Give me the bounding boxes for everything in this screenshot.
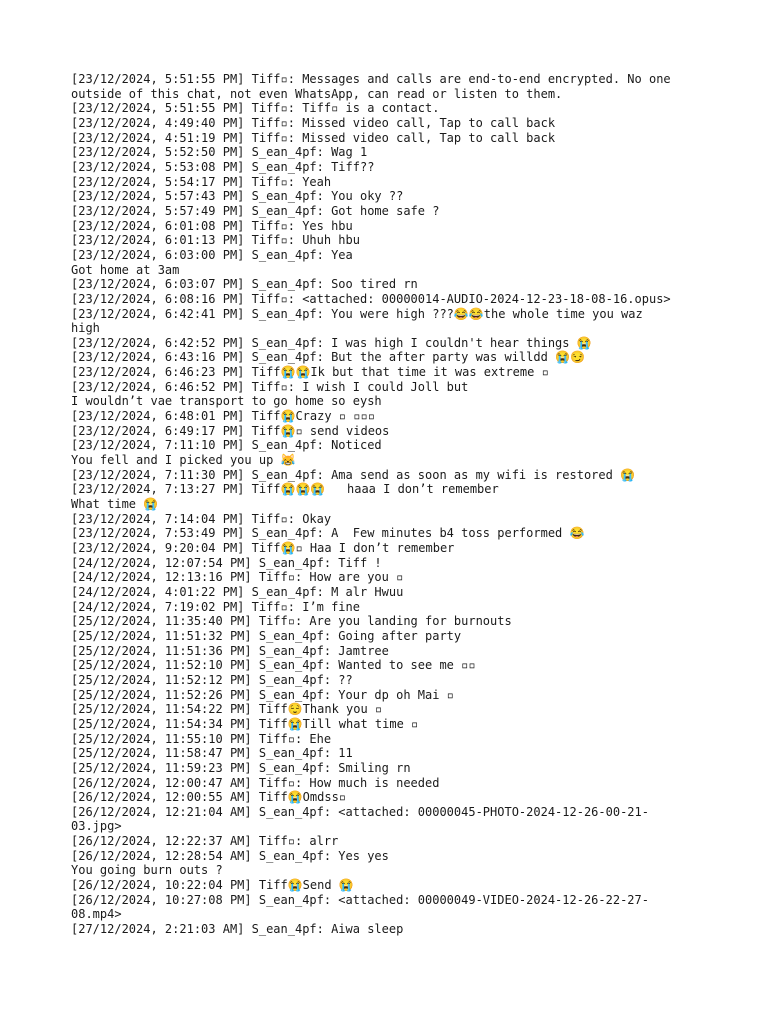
- transcript-line: [25/12/2024, 11:54:34 PM] Tiff😭Till what time ▫: [71, 716, 419, 731]
- transcript-line: [23/12/2024, 9:20:04 PM] Tiff😭▫ Haa I don’t remember: [71, 541, 455, 555]
- transcript-line: [23/12/2024, 7:14:04 PM] Tiff▫: Okay: [71, 511, 332, 526]
- transcript-line: [26/12/2024, 10:22:04 PM] Tiff😭Send 😭: [71, 878, 354, 893]
- transcript-line: [25/12/2024, 11:51:32 PM] S_ean_4pf: Going after party: [71, 628, 462, 643]
- transcript-line: I wouldn’t vae transport to go home so eysh: [71, 394, 382, 409]
- transcript-line: [23/12/2024, 6:03:00 PM] S_ean_4pf: Yea: [71, 247, 353, 262]
- transcript-line: [25/12/2024, 11:52:26 PM] S_ean_4pf: Your dp oh Mai ▫: [71, 687, 454, 702]
- transcript-line: [23/12/2024, 7:53:49 PM] S_ean_4pf: A Few minutes b4 toss performed 😂: [71, 526, 585, 541]
- transcript-line: [23/12/2024, 7:11:10 PM] S_ean_4pf: Noticed: [71, 438, 382, 453]
- transcript-line: [23/12/2024, 4:51:19 PM] Tiff▫: Missed video call, Tap to call back: [71, 130, 556, 145]
- transcript-line: Got home at 3am: [71, 262, 180, 277]
- transcript-line: [23/12/2024, 6:46:52 PM] Tiff▫: I wish I could Joll but: [71, 379, 469, 394]
- transcript-line: [23/12/2024, 6:42:52 PM] S_ean_4pf: I was high I couldn't hear things 😭: [71, 335, 592, 350]
- transcript-line: [26/12/2024, 10:27:08 PM] S_ean_4pf: <attached: 00000049-VIDEO-2024-12-26-22-27-: [71, 892, 649, 907]
- transcript-line: [23/12/2024, 6:46:23 PM] Tiff😭😭Ik but that time it was extreme ▫: [71, 365, 549, 380]
- transcript-line: [24/12/2024, 4:01:22 PM] S_ean_4pf: M alr Hwuu: [71, 584, 404, 599]
- transcript-line: What time 😭: [71, 497, 159, 512]
- transcript-line: [25/12/2024, 11:54:22 PM] Tiff😌Thank you ▫: [71, 702, 383, 717]
- transcript-line: [24/12/2024, 7:19:02 PM] Tiff▫: I’m fine: [71, 599, 360, 614]
- transcript-line: [23/12/2024, 6:08:16 PM] Tiff▫: <attached: 00000014-AUDIO-2024-12-23-18-08-16.opus>: [71, 291, 671, 306]
- transcript-line: outside of this chat, not even WhatsApp, can read or listen to them.: [71, 86, 563, 101]
- transcript-line: [23/12/2024, 5:57:43 PM] S_ean_4pf: You oky ??: [71, 189, 404, 204]
- transcript-line: [24/12/2024, 12:07:54 PM] S_ean_4pf: Tiff !: [71, 555, 382, 570]
- transcript-line: [23/12/2024, 5:53:08 PM] S_ean_4pf: Tiff??: [71, 159, 375, 174]
- transcript-line: [25/12/2024, 11:59:23 PM] S_ean_4pf: Smiling rn: [71, 760, 411, 775]
- transcript-line: [23/12/2024, 6:42:41 PM] S_ean_4pf: You were high ???😂😂the whole time you waz: [71, 306, 643, 321]
- transcript-line: [26/12/2024, 12:28:54 AM] S_ean_4pf: Yes yes: [71, 848, 389, 863]
- transcript-line: [25/12/2024, 11:51:36 PM] S_ean_4pf: Jamtree: [71, 643, 389, 658]
- transcript-line: [23/12/2024, 6:49:17 PM] Tiff😭▫ send videos: [71, 423, 390, 438]
- transcript-line: You going burn outs ?: [71, 863, 223, 878]
- transcript-line: [23/12/2024, 6:43:16 PM] S_ean_4pf: But the after party was willdd 😭😏: [71, 350, 585, 365]
- transcript-line: [23/12/2024, 7:11:30 PM] S_ean_4pf: Ama send as soon as my wifi is restored 😭: [71, 467, 636, 482]
- transcript-line: [26/12/2024, 12:22:37 AM] Tiff▫: alrr: [71, 834, 339, 849]
- transcript-line: [23/12/2024, 6:03:07 PM] S_ean_4pf: Soo tired rn: [71, 277, 418, 292]
- transcript-line: [27/12/2024, 2:21:03 AM] S_ean_4pf: Aiwa sleep: [71, 922, 404, 937]
- transcript-line: [26/12/2024, 12:00:55 AM] Tiff😭Omdss▫: [71, 790, 347, 805]
- transcript-line: [23/12/2024, 5:51:55 PM] Tiff▫: Messages and calls are end-to-end encrypted. No one: [71, 72, 671, 86]
- transcript-line: [26/12/2024, 12:21:04 AM] S_ean_4pf: <attached: 00000045-PHOTO-2024-12-26-00-21-: [71, 804, 649, 819]
- transcript-line: [23/12/2024, 6:01:08 PM] Tiff▫: Yes hbu: [71, 218, 353, 233]
- transcript-line: [23/12/2024, 5:51:55 PM] Tiff▫: Tiff▫ is a contact.: [71, 101, 440, 116]
- transcript-line: high: [71, 321, 100, 336]
- transcript-line: [23/12/2024, 5:57:49 PM] S_ean_4pf: Got home safe ?: [71, 203, 440, 218]
- transcript-line: [23/12/2024, 5:54:17 PM] Tiff▫: Yeah: [71, 174, 332, 189]
- chat-transcript: [71, 72, 711, 937]
- transcript-line: 03.jpg>: [71, 819, 122, 834]
- transcript-line: [26/12/2024, 12:00:47 AM] Tiff▫: How much is needed: [71, 775, 440, 790]
- transcript-line: [25/12/2024, 11:58:47 PM] S_ean_4pf: 11: [71, 746, 353, 761]
- transcript-line: [25/12/2024, 11:52:12 PM] S_ean_4pf: ??: [71, 672, 353, 687]
- transcript-line: 08.mp4>: [71, 907, 122, 922]
- transcript-line: [23/12/2024, 7:13:27 PM] Tiff😭😭😭 haaa I don’t remember: [71, 482, 499, 497]
- transcript-line: [23/12/2024, 4:49:40 PM] Tiff▫: Missed video call, Tap to call back: [71, 115, 556, 130]
- transcript-line: [23/12/2024, 6:01:13 PM] Tiff▫: Uhuh hbu: [71, 233, 360, 248]
- transcript-line: You fell and I picked you up 😹: [71, 453, 296, 468]
- transcript-line: [25/12/2024, 11:55:10 PM] Tiff▫: Ehe: [71, 731, 332, 746]
- transcript-line: [25/12/2024, 11:35:40 PM] Tiff▫: Are you landing for burnouts: [71, 614, 512, 629]
- transcript-line: [23/12/2024, 5:52:50 PM] S_ean_4pf: Wag 1: [71, 145, 368, 160]
- transcript-line: [23/12/2024, 6:48:01 PM] Tiff😭Crazy ▫ ▫▫▫: [71, 409, 375, 424]
- transcript-line: [24/12/2024, 12:13:16 PM] Tiff▫: How are you ▫: [71, 570, 404, 585]
- transcript-line: [25/12/2024, 11:52:10 PM] S_ean_4pf: Wanted to see me ▫▫: [71, 658, 476, 673]
